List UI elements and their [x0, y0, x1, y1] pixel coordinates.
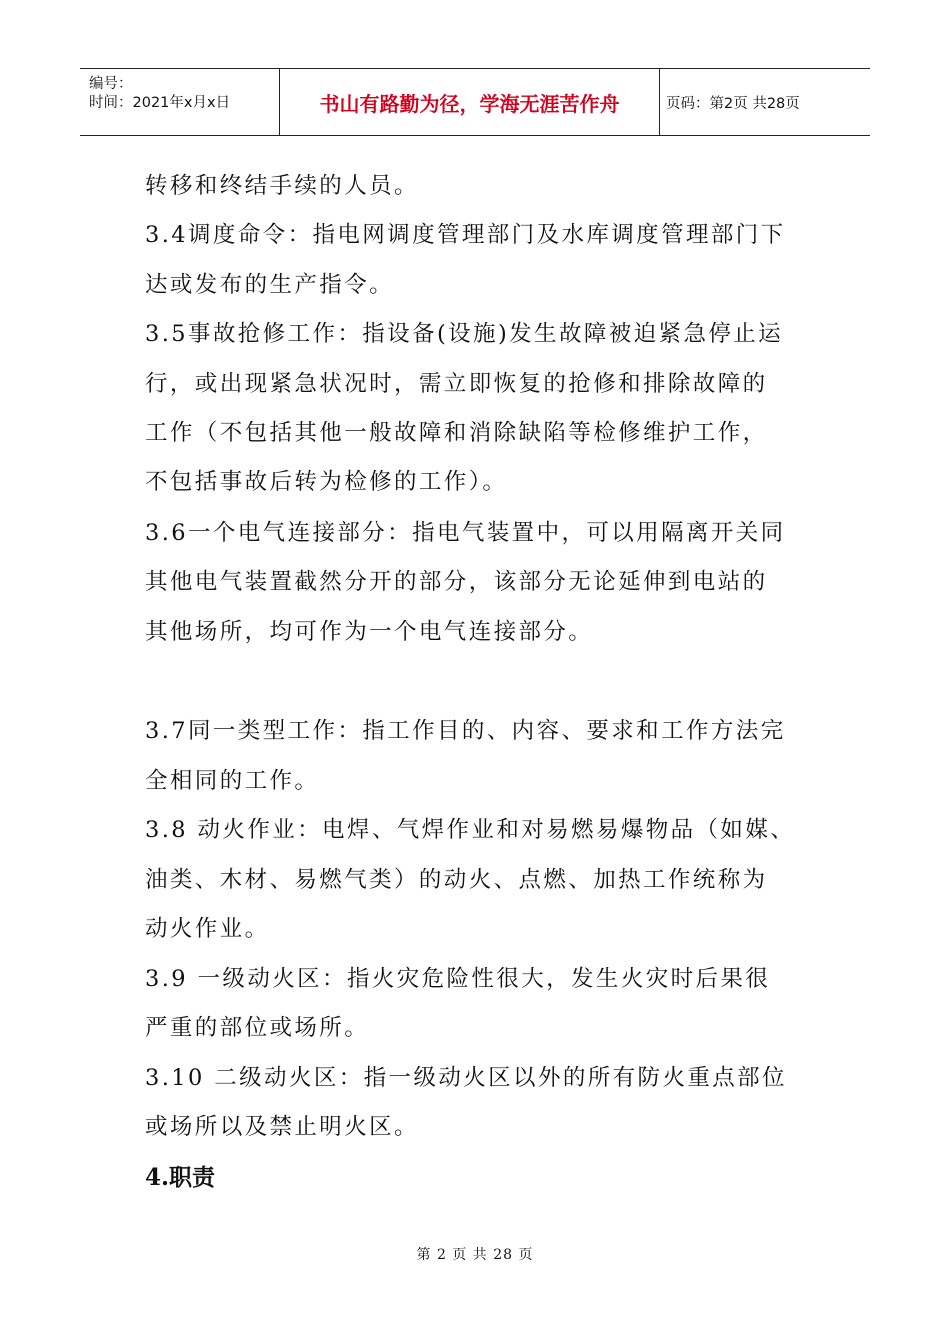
body-line: 达或发布的生产指令。: [145, 272, 395, 298]
body-line: 其他场所，均可作为一个电气连接部分。: [145, 619, 594, 645]
header-slogan: 书山有路勤为径，学海无涯苦作舟: [280, 69, 660, 135]
body-line: 3.8 动火作业：电焊、气焊作业和对易燃易爆物品（如媒、: [145, 817, 796, 843]
body-line: 不包括事故后转为检修的工作）。: [145, 469, 508, 495]
body-line: 严重的部位或场所。: [145, 1015, 370, 1041]
body-line: 3.10 二级动火区：指一级动火区以外的所有防火重点部位: [145, 1065, 787, 1091]
body-line: 3.7同一类型工作：指工作目的、内容、要求和工作方法完: [145, 718, 786, 744]
body-line: 其他电气装置截然分开的部分，该部分无论延伸到电站的: [145, 569, 768, 595]
body-line: 行，或出现紧急状况时，需立即恢复的抢修和排除故障的: [145, 371, 768, 397]
body-line: 全相同的工作。: [145, 768, 320, 794]
document-number-label: 编号：: [89, 76, 133, 92]
body-line: 3.5事故抢修工作：指设备(设施)发生故障被迫紧急停止运: [145, 321, 784, 347]
body-line: 工作（不包括其他一般故障和消除缺陷等检修维护工作，: [145, 420, 768, 446]
body-line: 3.6一个电气连接部分：指电气装置中，可以用隔离开关同: [145, 520, 786, 546]
document-time-label: 时间：2021年x月x日: [89, 95, 231, 111]
body-line: 3.4调度命令：指电网调度管理部门及水库调度管理部门下: [145, 222, 786, 248]
body-line: 转移和终结手续的人员。: [145, 173, 419, 199]
header-page-info: 页码：第2页 共28页: [666, 95, 800, 112]
section-heading: 4.职责: [145, 1164, 216, 1191]
body-line: 或场所以及禁止明火区。: [145, 1114, 419, 1140]
body-line: 3.9 一级动火区：指火灾危险性很大，发生火灾时后果很: [145, 966, 771, 992]
header-meta: [80, 69, 280, 135]
body-line: 油类、木材、易燃气类）的动火、点燃、加热工作统称为: [145, 867, 768, 893]
page-header: [80, 68, 870, 136]
body-line: 动火作业。: [145, 916, 270, 942]
page-footer: 第 2 页 共 28 页: [416, 1247, 534, 1263]
